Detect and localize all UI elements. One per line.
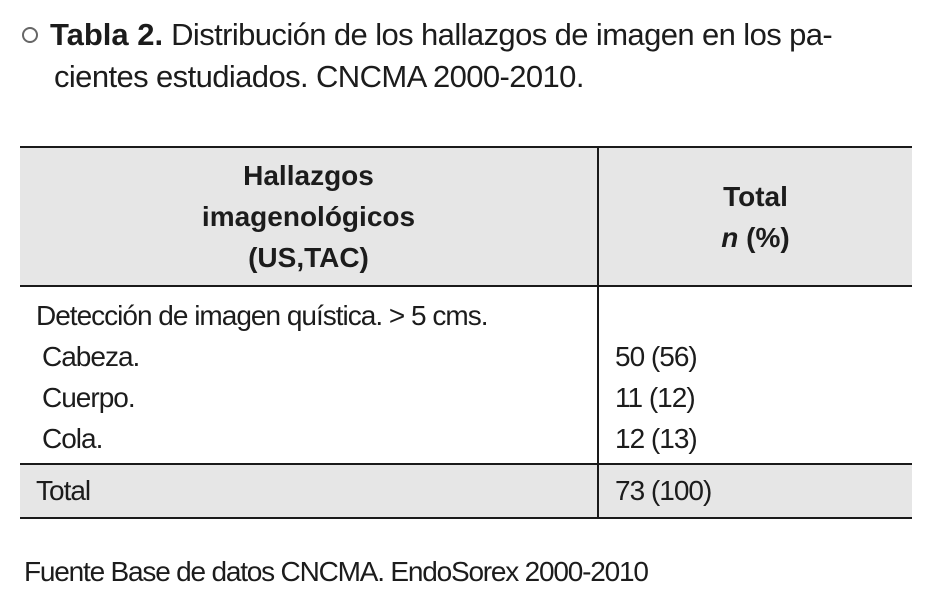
header-findings-line-1: Hallazgos <box>243 160 374 191</box>
header-total-line-1: Total <box>723 180 788 212</box>
header-total-percent: (%) <box>738 221 790 253</box>
header-total-line-2 <box>599 217 912 258</box>
row-label-cola: Cola. <box>42 423 103 454</box>
caption-label: Tabla 2. <box>50 17 164 52</box>
caption-text-line-2: cientes estudiados. CNCMA 2000-2010. <box>54 59 584 94</box>
row-value-cuerpo: 11 (12) <box>615 382 695 413</box>
row-label-cuerpo: Cuerpo. <box>42 382 135 413</box>
values-list <box>599 287 912 459</box>
header-total-n: n <box>721 221 739 253</box>
header-findings-line-3: (US,TAC) <box>248 242 369 273</box>
total-value: 73 (100) <box>615 475 712 506</box>
row-value-cola: 12 (13) <box>615 423 697 454</box>
row-label-cabeza: Cabeza. <box>42 341 140 372</box>
table-body-row <box>20 286 912 464</box>
total-label: Total <box>20 464 598 518</box>
header-total <box>598 147 912 286</box>
table-caption <box>22 14 922 98</box>
section-label: Detección de imagen quística. > 5 cms. <box>36 300 488 331</box>
total-cell <box>598 286 912 464</box>
header-findings-line-2: imagenológicos <box>201 201 416 232</box>
caption-text-line-1: Distribución de los hallazgos de imagen en los pa- <box>171 17 833 52</box>
row-value-cabeza: 50 (56) <box>615 341 697 372</box>
source-note: Fuente Base de datos CNCMA. EndoSorex 2000-2010 <box>24 556 648 587</box>
circle-bullet-icon <box>22 27 38 43</box>
findings-cell <box>20 286 598 464</box>
findings-table <box>20 146 912 519</box>
table-total-row <box>20 464 912 518</box>
caption-line-1 <box>22 14 922 56</box>
table-header-row <box>20 147 912 286</box>
header-findings <box>20 147 598 286</box>
